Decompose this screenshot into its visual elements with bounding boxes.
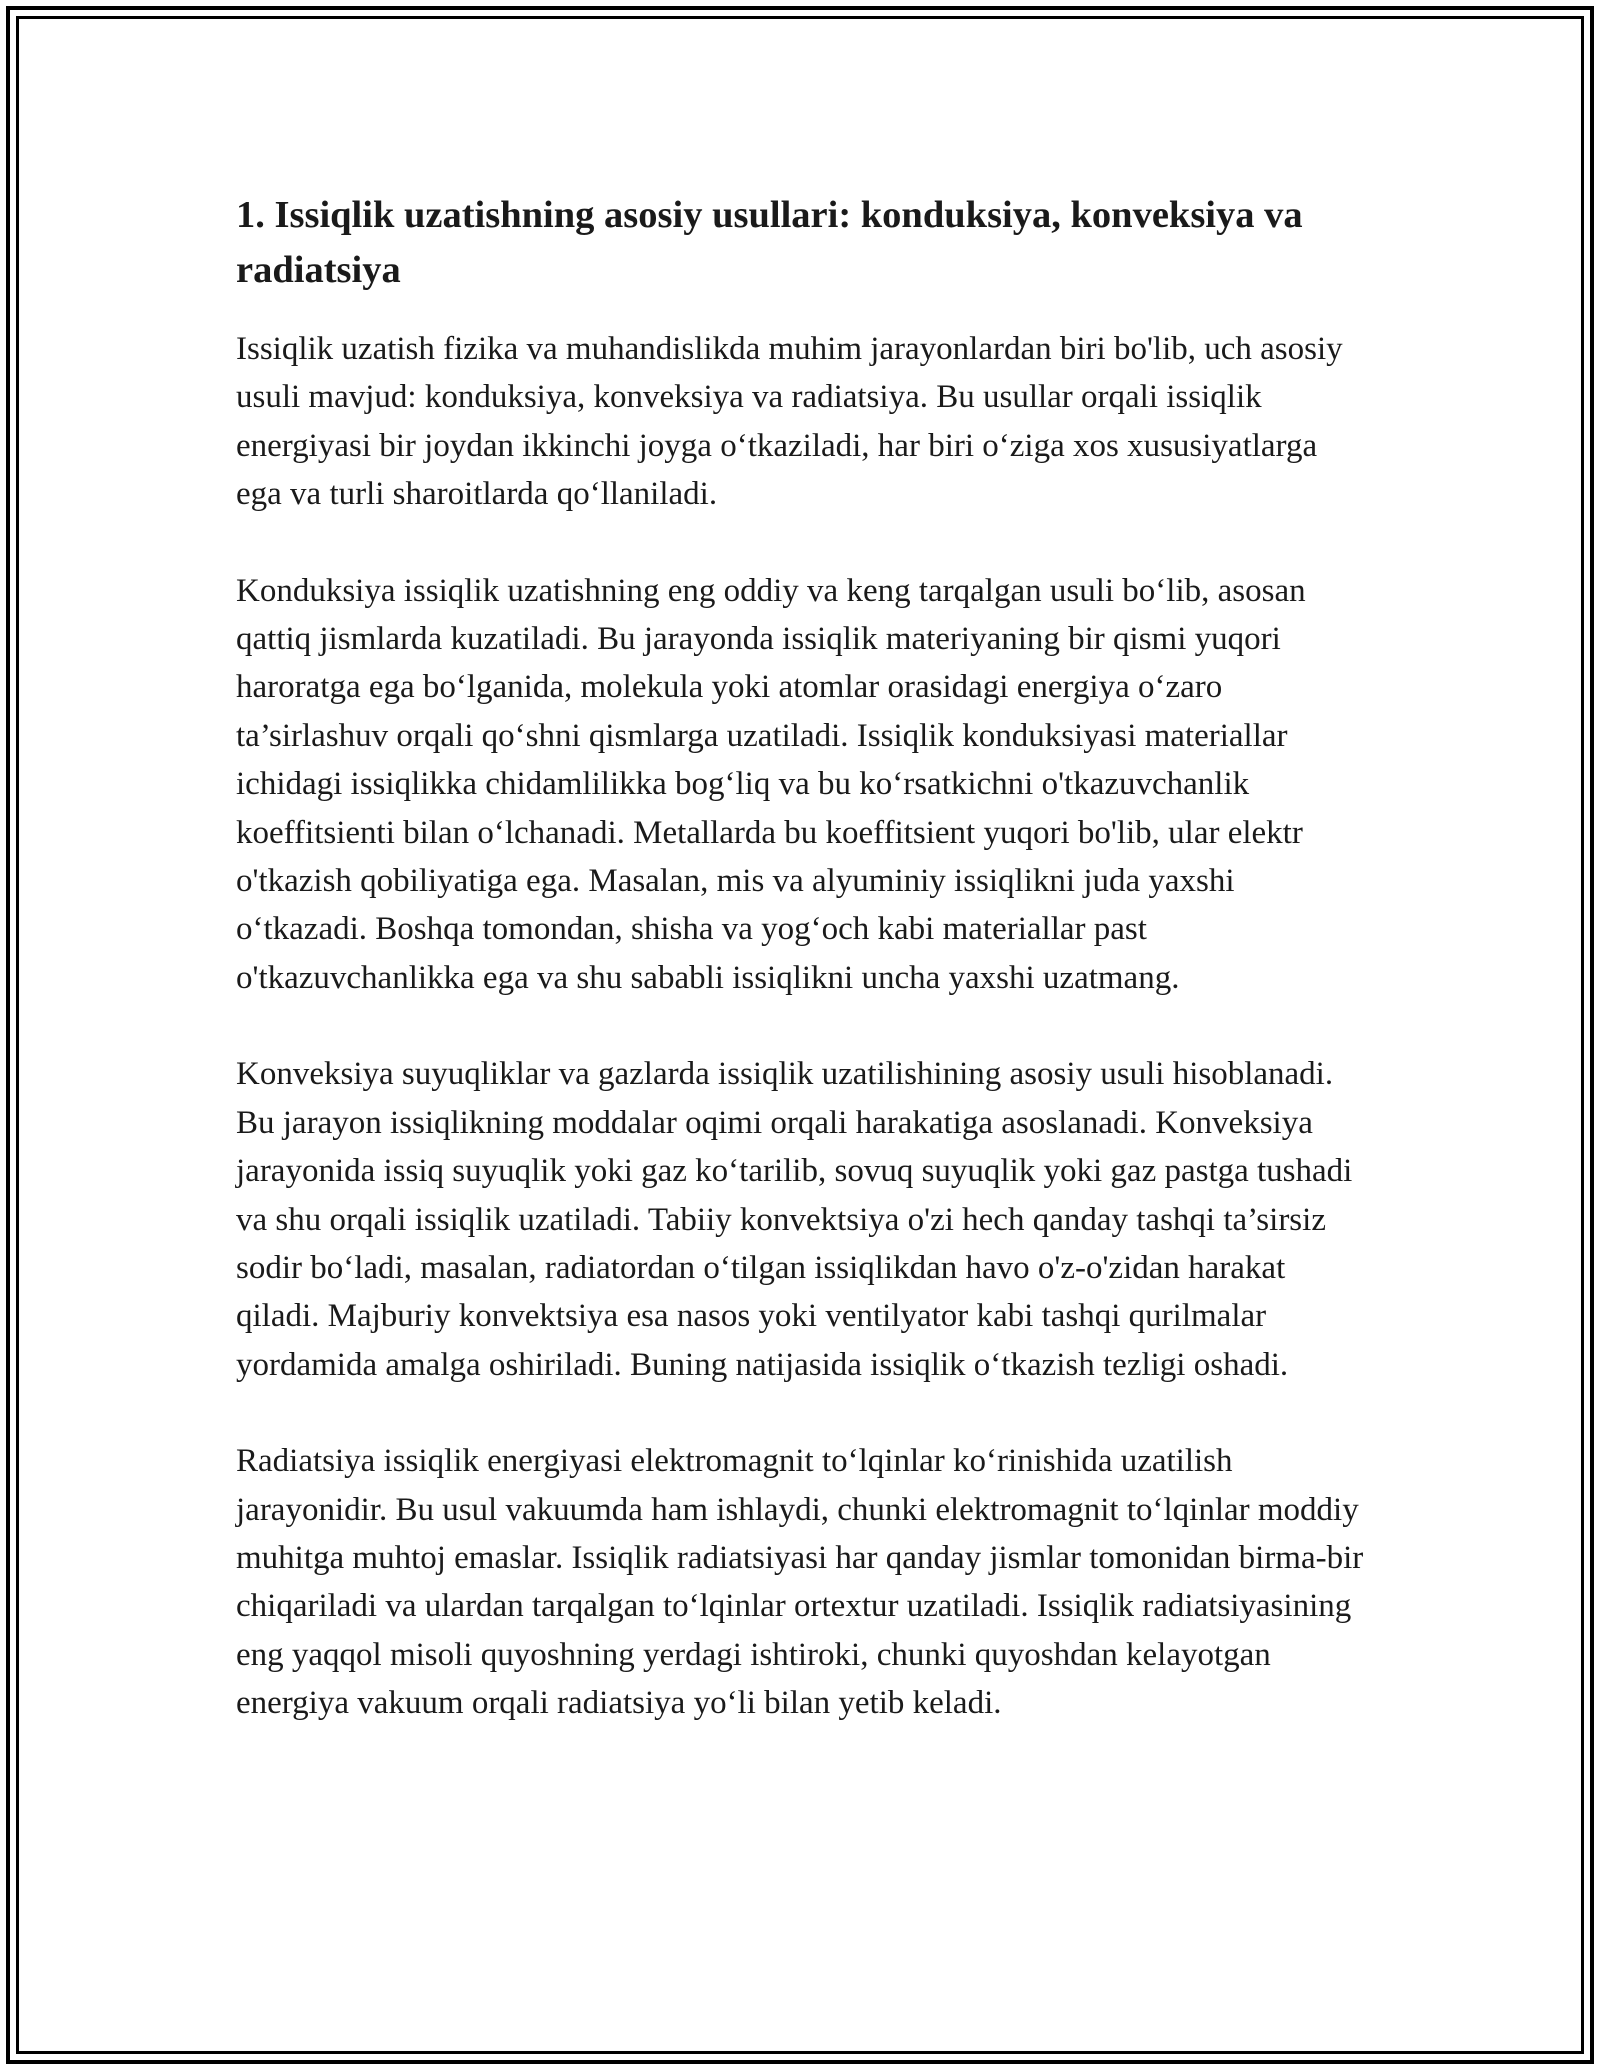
paragraph-intro: Issiqlik uzatish fizika va muhandislikda muhim jarayonlardan biri bo'lib, uch asosiy usuli mavjud: konduksiya, konveksiya va radiatsiya. Bu usullar orqali issiqlik energiyasi bir joydan ikkinchi joyga o‘tkaziladi, har biri o‘ziga xos xususiyatlarga ega va turli sharoitlarda qo‘llaniladi. [236, 331, 1343, 513]
document-body [236, 188, 1366, 1776]
section-title: 1. Issiqlik uzatishning asosiy usullari: konduksiya, konveksiya va radiatsiya [236, 194, 1303, 291]
paragraph-convection: Konveksiya suyuqliklar va gazlarda issiqlik uzatilishining asosiy usuli hisoblanadi. Bu jarayon issiqlikning moddalar oqimi orqali harakatiga asoslanadi. Konveksiya jarayonida issiq suyuqlik yoki gaz ko‘tarilib, sovuq suyuqlik yoki gaz pastga tushadi va shu orqali issiqlik uzatiladi. Tabiiy konvektsiya o'zi hech qanday tashqi ta’sirsiz sodir bo‘ladi, masalan, radiatordan o‘tilgan issiqlikdan havo o'z-o'zidan harakat qiladi. Majburiy konvektsiya esa nasos yoki ventilyator kabi tashqi qurilmalar yordamida amalga oshiriladi. Buning natijasida issiqlik o‘tkazish tezligi oshadi. [236, 1056, 1353, 1383]
paragraph-conduction: Konduksiya issiqlik uzatishning eng oddiy va keng tarqalgan usuli bo‘lib, asosan qattiq jismlarda kuzatiladi. Bu jarayonda issiqlik materiyaning bir qismi yuqori haroratga ega bo‘lganida, molekula yoki atomlar orasidagi energiya o‘zaro ta’sirlashuv orqali qo‘shni qismlarga uzatiladi. Issiqlik konduksiyasi materiallar ichidagi issiqlikka chidamlilikka bog‘liq va bu ko‘rsatkichni o'tkazuvchanlik koeffitsienti bilan o‘lchanadi. Metallarda bu koeffitsient yuqori bo'lib, ular elektr o'tkazish qobiliyatiga ega. Masalan, mis va alyuminiy issiqlikni juda yaxshi o‘tkazadi. Boshqa tomondan, shisha va yog‘och kabi materiallar past o'tkazuvchanlikka ega va shu sababli issiqlikni uncha yaxshi uzatmang. [236, 572, 1306, 996]
paragraph-radiation: Radiatsiya issiqlik energiyasi elektromagnit to‘lqinlar ko‘rinishida uzatilish jarayonidir. Bu usul vakuumda ham ishlaydi, chunki elektromagnit to‘lqinlar moddiy muhitga muhtoj emaslar. Issiqlik radiatsiyasi har qanday jismlar tomonidan birma-bir chiqariladi va ulardan tarqalgan to‘lqinlar ortextur uzatiladi. Issiqlik radiatsiyasining eng yaqqol misoli quyoshning yerdagi ishtiroki, chunki quyoshdan kelayotgan energiya vakuum orqali radiatsiya yo‘li bilan yetib keladi. [236, 1443, 1364, 1722]
